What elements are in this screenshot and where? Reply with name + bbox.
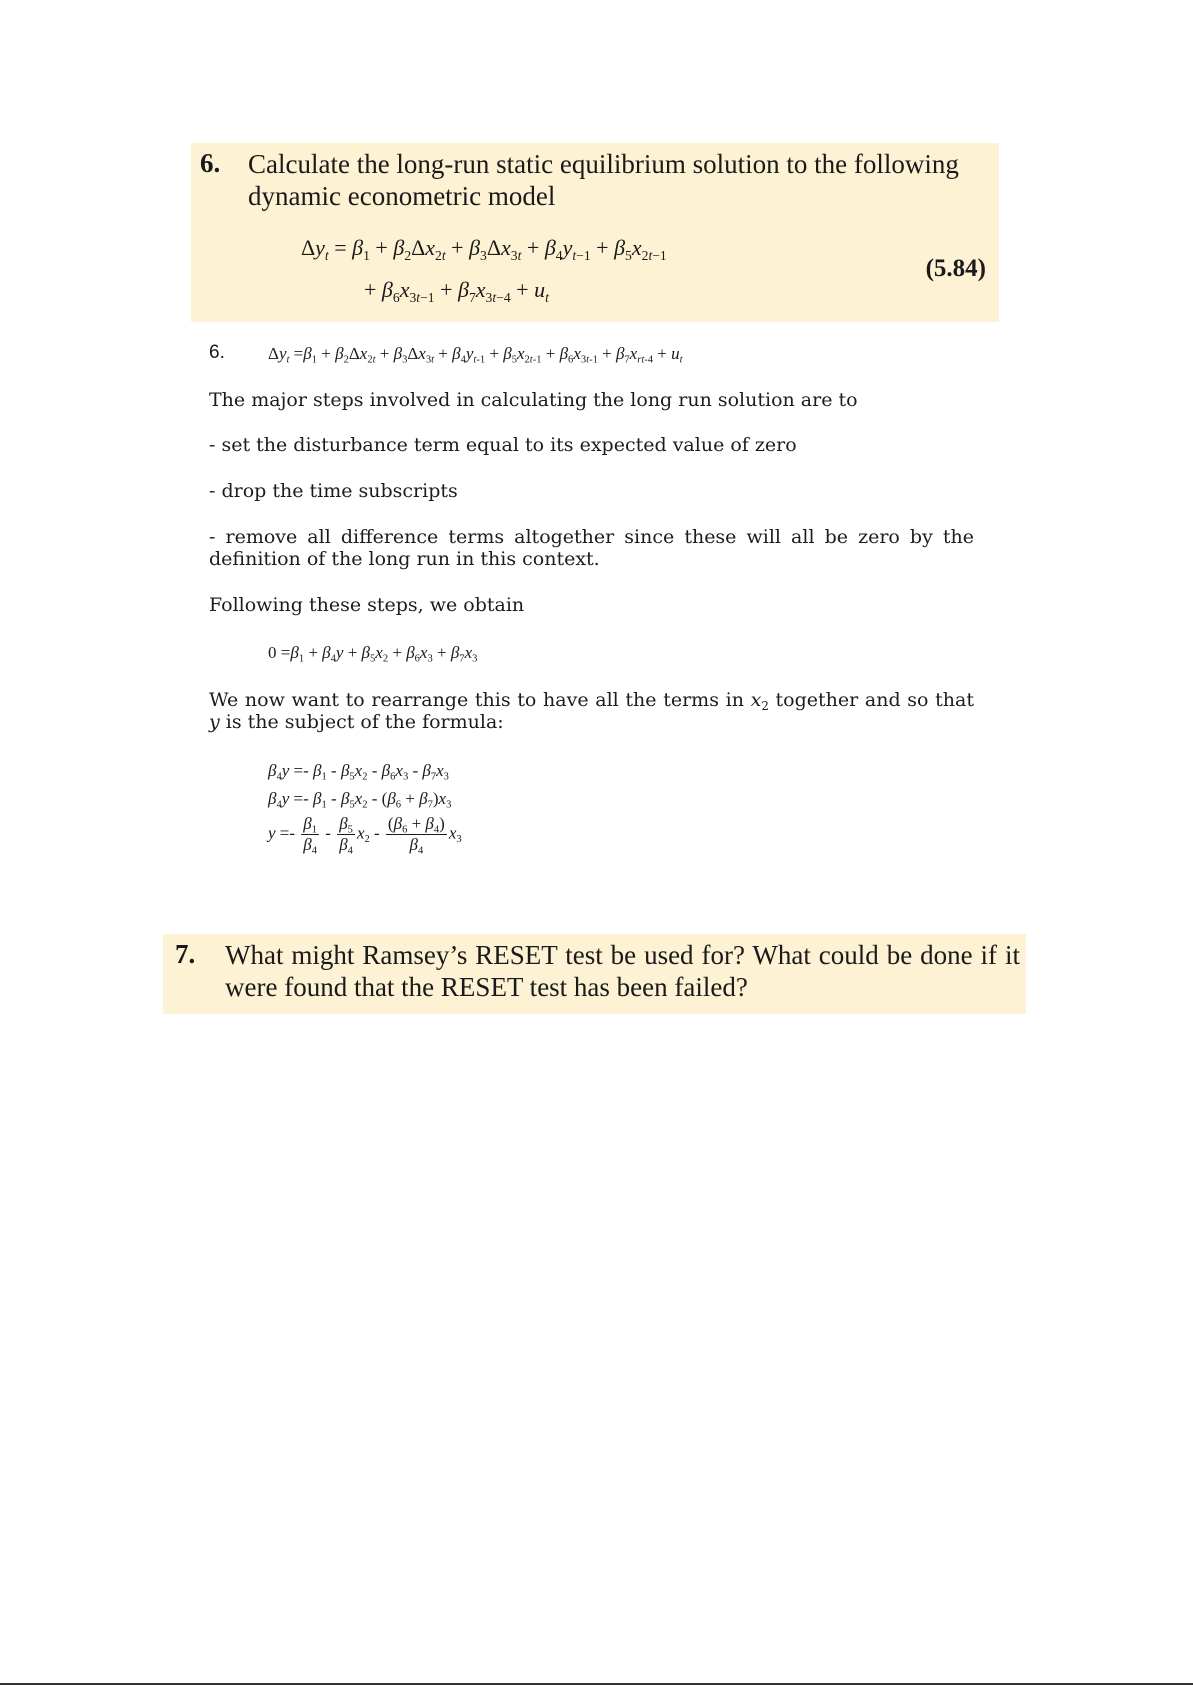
answer-6-number: 6.	[209, 342, 225, 363]
question-7-box	[163, 934, 1026, 1014]
answer-intro: The major steps involved in calculating the long run solution are to	[209, 389, 858, 411]
long-run-equation: $0 =\beta_1 + \beta_4y + \beta_5x_2 + \beta_6x_3 + \beta_7x_3$	[268, 643, 478, 665]
answer-step-2: - drop the time subscripts	[209, 480, 458, 502]
rearranged-equation-2: $\beta_4y =- \beta_1 - \beta_5x_2 - (\beta_6 + \beta_7)x_3$	[268, 789, 452, 811]
question-6-equation-line-2: + $\beta_6x_{3t-1} + \beta_7x_{3t-4} + u_t$	[364, 277, 549, 305]
answer-following: Following these steps, we obtain	[209, 594, 525, 616]
question-6-text: Calculate the long-run static equilibrium solution to the following dynamic econometric model	[248, 149, 959, 211]
answer-model-equation: $\Delta y_t =\beta_1 + \beta_2\Delta x_{2t} + \beta_3\Delta x_{3t} + \beta_4y_{t-1} + \beta_5x_{2t-1} + \beta_6x_{3t-1} + \beta_7x_{rt-4} + u_t$	[268, 344, 683, 366]
question-6-equation-line-1: $\Delta y_t = \beta_1 + \beta_2\Delta x_{2t} + \beta_3\Delta x_{3t} + \beta_4y_{t-1} + \beta_5x_{2t-1}$	[301, 235, 667, 263]
question-6-number: 6.	[200, 148, 221, 178]
question-7-number: 7.	[175, 939, 196, 969]
rearranged-equation-1: $\beta_4y =- \beta_1 - \beta_5x_2 - \beta_6x_3 - \beta_7x_3$	[268, 761, 449, 783]
question-7-text: What might Ramsey’s RESET test be used for? What could be done if it were found that the RESET test has been failed?	[225, 940, 1020, 1002]
solution-equation: y =- $\frac{\beta_1}{\beta_4}$ - $\frac{\beta_5}{\beta_4}$ $x_2$ - $\frac{(\beta_6 + \beta_4)}{\beta_4}$ $x_3$	[268, 814, 462, 857]
answer-rearrange-text: We now want to rearrange this to have all the terms in $x_2$ together and so that y is the subject of the formula:	[209, 689, 974, 733]
answer-step-1: - set the disturbance term equal to its expected value of zero	[209, 434, 797, 456]
equation-number: (5.84)	[925, 255, 986, 282]
answer-step-3: - remove all difference terms altogether since these will all be zero by the definition of the long run in this context.	[209, 526, 974, 570]
question-6-box	[191, 143, 999, 322]
